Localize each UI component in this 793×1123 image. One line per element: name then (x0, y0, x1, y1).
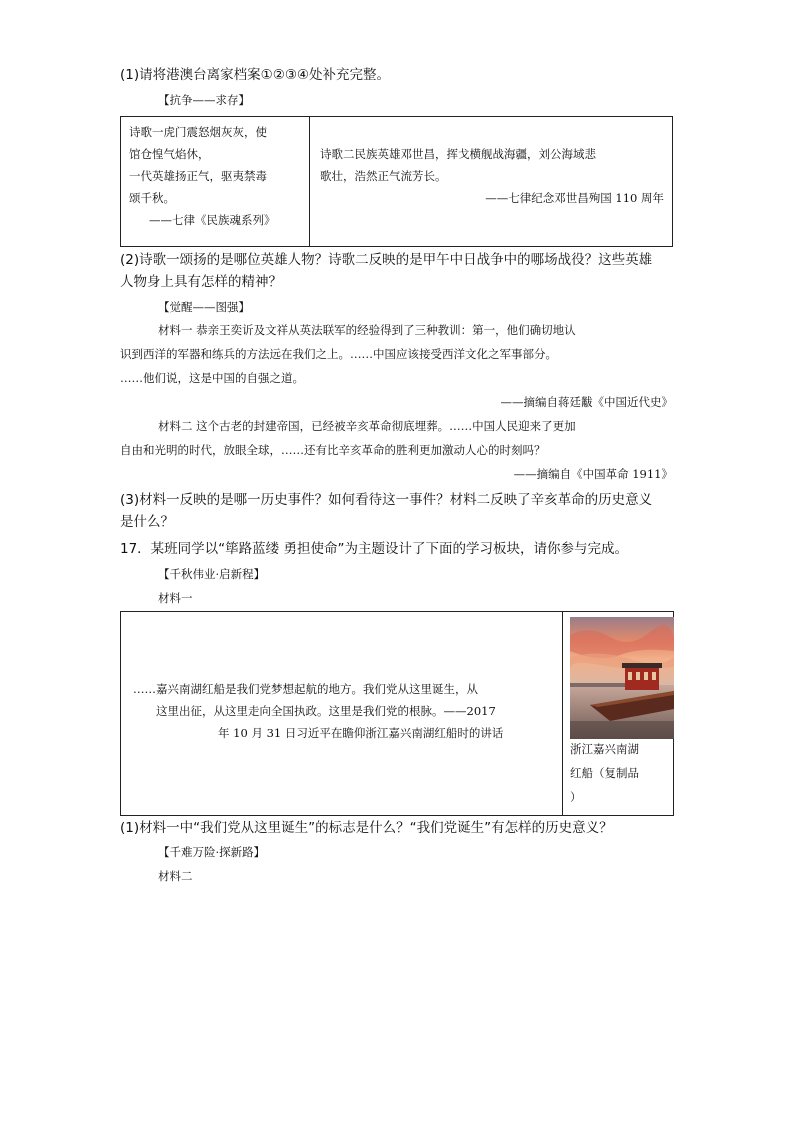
quote-text (133, 678, 555, 744)
material1-line: 识到西洋的军器和练兵的方法远在我们之上。……中国应该接受西洋文化之军事部分。 (120, 347, 557, 361)
q16-part2-line2: 人物身上具有怎样的精神？ (120, 274, 282, 290)
section-heading-struggle: 【抗争——求存】 (158, 93, 250, 107)
poem2-line: 诗歌二民族英雄邓世昌，挥戈横舰战海疆，刘公海域悲 (320, 147, 596, 161)
material1-label: 材料一 (158, 591, 193, 605)
material2-label: 材料二 (158, 869, 193, 883)
poem1-cell (121, 117, 310, 246)
q16-part2-line1: (2)诗歌一颂扬的是哪位英雄人物？诗歌二反映的是甲午中日战争中的哪场战役？这些英雄 (120, 252, 653, 268)
quote-line: 年 10 月 31 日习近平在瞻仰浙江嘉兴南湖红船时的讲话 (218, 726, 504, 740)
q16-part3-line1: (3)材料一反映的是哪一历史事件？如何看待这一事件？材料二反映了辛亥革命的历史意义 (120, 492, 653, 508)
material1-source: ——摘编自蒋廷黻《中国近代史》 (500, 395, 673, 409)
material2 (120, 414, 673, 486)
photo-cell (563, 612, 673, 815)
poem2-source: ——七律纪念邓世昌殉国 110 周年 (485, 191, 664, 205)
quote-cell (121, 612, 563, 815)
section-heading-new-road: 【千难万险·探新路】 (158, 845, 266, 859)
caption-line: 浙江嘉兴南湖 (570, 742, 639, 756)
material1-line: 材料一 恭亲王奕䜣及文祥从英法联军的经验得到了三种教训：第一，他们确切地认 (158, 323, 576, 337)
quote-line: ……嘉兴南湖红船是我们党梦想起航的地方。我们党从这里诞生，从 (133, 682, 478, 696)
poem1-line: 诗歌一虎门震怒烟灰灰，使 (129, 125, 267, 139)
section-heading-awakening: 【觉醒——图强】 (158, 300, 250, 314)
poem2-line: 歌壮，浩然正气流芳长。 (320, 169, 447, 183)
poem1-line: 颂千秋。 (129, 191, 175, 205)
material1-table (120, 611, 674, 816)
material2-line: 材料二 这个古老的封建帝国，已经被辛亥革命彻底埋葬。……中国人民迎来了更加 (158, 419, 576, 433)
quote-line: 这里出征，从这里走向全国执政。这里是我们党的根脉。——2017 (156, 704, 496, 718)
poem1-line: 一代英雄扬正气，驱夷禁毒 (129, 169, 267, 183)
q16-part3-line2: 是什么？ (120, 514, 174, 530)
section-heading-great-cause: 【千秋伟业·启新程】 (158, 567, 266, 581)
poem2-cell (310, 117, 672, 246)
poem-table (120, 116, 673, 247)
caption-line: 红船（复制品 (570, 766, 639, 780)
photo-caption (570, 737, 670, 809)
material1 (120, 318, 673, 414)
q17-part1: (1)材料一中“我们党从这里诞生”的标志是什么？“我们党诞生”有怎样的历史意义？ (120, 820, 613, 836)
material2-line: 自由和光明的时代，放眼全球，……还有比辛亥革命的胜利更加激动人心的时刻吗？ (120, 443, 546, 457)
poem1-source: ——七律《民族魂系列》 (149, 213, 276, 227)
q17-stem: 17．某班同学以“筚路蓝缕 勇担使命”为主题设计了下面的学习板块，请你参与完成。 (120, 541, 628, 557)
material1-line: ……他们说，这是中国的自强之道。 (120, 371, 304, 385)
poem1-line: 馆仓惶气焰休， (129, 147, 210, 161)
red-boat-photo (570, 617, 674, 739)
q16-part1: (1)请将港澳台离家档案①②③④处补充完整。 (120, 67, 391, 83)
caption-line: ） (570, 790, 582, 804)
material2-source: ——摘编自《中国革命 1911》 (513, 467, 673, 481)
